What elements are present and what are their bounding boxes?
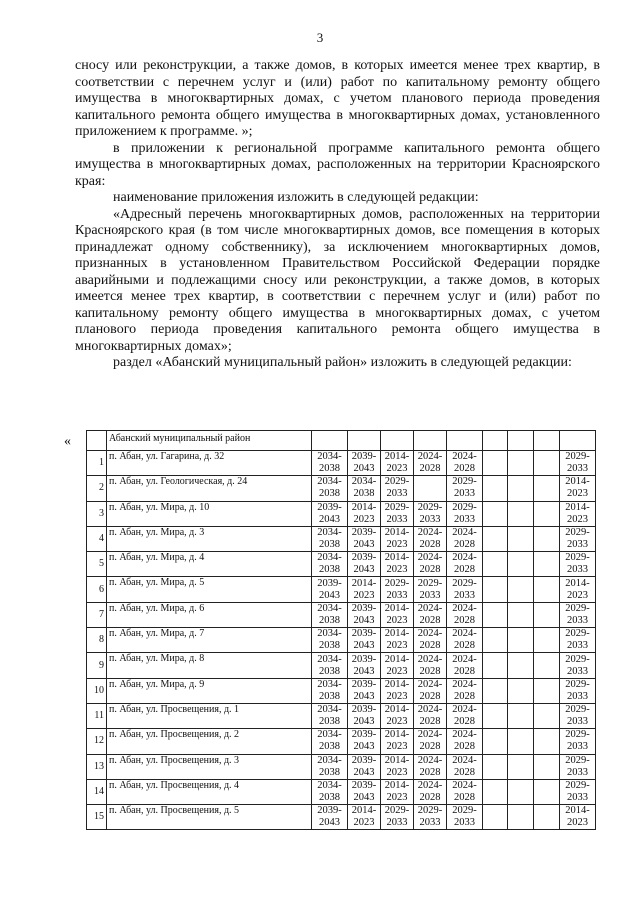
year-range-cell: 2014-2023 bbox=[560, 805, 596, 830]
year-range-cell bbox=[534, 476, 560, 501]
year-range-cell: 2029-2033 bbox=[447, 577, 483, 602]
paragraph-4: «Адресный перечень многоквартирных домов, расположенных на территории Красноярского края (в том числе многоквартирных домов, все помещения в которых принадлежат одному собственнику), за исключением многоквартирных домов, признанных в установленном Правительством Российской Федерации порядке аварийными и подлежащими сносу или реконструкции, а также домов, в которых имеется менее трех квартир, в соответствии с перечнем услуг и (или) работ по капитальному ремонту общего имущества в многоквартирных домах, с учетом планового периода проведения капитального ремонта общего имущества в многоквартирных домах»; bbox=[75, 206, 600, 354]
year-range-cell: 2039-2043 bbox=[348, 703, 381, 728]
row-number: 10 bbox=[87, 678, 107, 703]
year-range-cell: 2014-2023 bbox=[381, 754, 414, 779]
year-range-cell: 2024-2028 bbox=[414, 552, 447, 577]
year-range-cell: 2029-2033 bbox=[447, 805, 483, 830]
year-range-cell bbox=[534, 501, 560, 526]
year-range-cell: 2029-2033 bbox=[560, 703, 596, 728]
paragraph-2: в приложении к региональной программе капитального ремонта общего имущества в многоквартирных домах, расположенных на территории Красноярского края: bbox=[75, 140, 600, 189]
year-range-cell bbox=[414, 476, 447, 501]
year-range-cell: 2039-2043 bbox=[312, 805, 348, 830]
year-range-cell: 2014-2023 bbox=[381, 653, 414, 678]
year-range-cell: 2024-2028 bbox=[414, 678, 447, 703]
header-empty-cell bbox=[560, 431, 596, 451]
year-range-cell: 2029-2033 bbox=[560, 552, 596, 577]
row-address: п. Абан, ул. Мира, д. 9 bbox=[107, 678, 312, 703]
year-range-cell: 2029-2033 bbox=[414, 577, 447, 602]
table-row bbox=[87, 501, 596, 526]
paragraph-1: сносу или реконструкции, а также домов, в которых имеется менее трех квартир, в соответствии с перечнем услуг и (или) работ по капитальному ремонту общего имущества в многоквартирных домах, с учетом планового периода проведения капитального ремонта общего имущества в многоквартирных домах, установленного приложением к программе. »; bbox=[75, 58, 600, 139]
row-address: п. Абан, ул. Просвещения, д. 5 bbox=[107, 805, 312, 830]
table-row bbox=[87, 805, 596, 830]
year-range-cell bbox=[483, 779, 508, 804]
table-row bbox=[87, 729, 596, 754]
year-range-cell: 2034-2038 bbox=[312, 754, 348, 779]
year-range-cell bbox=[508, 552, 534, 577]
row-address: п. Абан, ул. Мира, д. 4 bbox=[107, 552, 312, 577]
year-range-cell: 2029-2033 bbox=[560, 779, 596, 804]
year-range-cell: 2029-2033 bbox=[381, 501, 414, 526]
year-range-cell bbox=[508, 451, 534, 476]
year-range-cell: 2039-2043 bbox=[348, 552, 381, 577]
year-range-cell: 2024-2028 bbox=[447, 653, 483, 678]
year-range-cell: 2024-2028 bbox=[414, 779, 447, 804]
table-row bbox=[87, 476, 596, 501]
row-number: 15 bbox=[87, 805, 107, 830]
year-range-cell: 2034-2038 bbox=[312, 653, 348, 678]
header-empty-cell bbox=[483, 431, 508, 451]
row-number: 13 bbox=[87, 754, 107, 779]
year-range-cell bbox=[534, 703, 560, 728]
year-range-cell: 2024-2028 bbox=[414, 729, 447, 754]
year-range-cell bbox=[508, 805, 534, 830]
row-address: п. Абан, ул. Мира, д. 8 bbox=[107, 653, 312, 678]
row-number: 5 bbox=[87, 552, 107, 577]
year-range-cell bbox=[534, 628, 560, 653]
row-address: п. Абан, ул. Мира, д. 5 bbox=[107, 577, 312, 602]
header-empty-cell bbox=[508, 431, 534, 451]
year-range-cell bbox=[483, 729, 508, 754]
year-range-cell: 2014-2023 bbox=[348, 805, 381, 830]
year-range-cell: 2029-2033 bbox=[560, 526, 596, 551]
year-range-cell: 2034-2038 bbox=[348, 476, 381, 501]
year-range-cell: 2029-2033 bbox=[447, 501, 483, 526]
year-range-cell: 2024-2028 bbox=[414, 451, 447, 476]
year-range-cell: 2014-2023 bbox=[381, 678, 414, 703]
year-range-cell: 2034-2038 bbox=[312, 602, 348, 627]
year-range-cell: 2034-2038 bbox=[312, 678, 348, 703]
year-range-cell: 2024-2028 bbox=[447, 703, 483, 728]
year-range-cell bbox=[534, 653, 560, 678]
header-num-cell bbox=[87, 431, 107, 451]
row-address: п. Абан, ул. Мира, д. 10 bbox=[107, 501, 312, 526]
year-range-cell bbox=[534, 678, 560, 703]
row-number: 3 bbox=[87, 501, 107, 526]
row-address: п. Абан, ул. Мира, д. 6 bbox=[107, 602, 312, 627]
row-address: п. Абан, ул. Геологическая, д. 24 bbox=[107, 476, 312, 501]
year-range-cell bbox=[534, 526, 560, 551]
header-empty-cell bbox=[447, 431, 483, 451]
table-row bbox=[87, 779, 596, 804]
year-range-cell: 2014-2023 bbox=[560, 476, 596, 501]
row-address: п. Абан, ул. Мира, д. 7 bbox=[107, 628, 312, 653]
year-range-cell bbox=[483, 678, 508, 703]
year-range-cell: 2039-2043 bbox=[348, 602, 381, 627]
row-address: п. Абан, ул. Гагарина, д. 32 bbox=[107, 451, 312, 476]
table-row bbox=[87, 678, 596, 703]
year-range-cell: 2014-2023 bbox=[560, 577, 596, 602]
year-range-cell bbox=[534, 729, 560, 754]
year-range-cell: 2034-2038 bbox=[312, 729, 348, 754]
header-empty-cell bbox=[348, 431, 381, 451]
row-number: 8 bbox=[87, 628, 107, 653]
row-address: п. Абан, ул. Мира, д. 3 bbox=[107, 526, 312, 551]
year-range-cell: 2029-2033 bbox=[447, 476, 483, 501]
year-range-cell: 2024-2028 bbox=[447, 754, 483, 779]
row-address: п. Абан, ул. Просвещения, д. 3 bbox=[107, 754, 312, 779]
year-range-cell: 2024-2028 bbox=[447, 678, 483, 703]
row-number: 6 bbox=[87, 577, 107, 602]
year-range-cell bbox=[534, 779, 560, 804]
year-range-cell: 2039-2043 bbox=[348, 653, 381, 678]
table-row bbox=[87, 653, 596, 678]
year-range-cell: 2029-2033 bbox=[414, 501, 447, 526]
year-range-cell: 2014-2023 bbox=[381, 451, 414, 476]
year-range-cell bbox=[483, 602, 508, 627]
year-range-cell: 2029-2033 bbox=[381, 476, 414, 501]
row-number: 14 bbox=[87, 779, 107, 804]
address-table bbox=[86, 430, 596, 830]
year-range-cell: 2029-2033 bbox=[560, 602, 596, 627]
row-number: 1 bbox=[87, 451, 107, 476]
year-range-cell: 2014-2023 bbox=[348, 501, 381, 526]
year-range-cell bbox=[508, 577, 534, 602]
year-range-cell bbox=[508, 703, 534, 728]
table-header-row bbox=[87, 431, 596, 451]
year-range-cell bbox=[483, 552, 508, 577]
year-range-cell: 2039-2043 bbox=[312, 577, 348, 602]
table-row bbox=[87, 602, 596, 627]
year-range-cell: 2024-2028 bbox=[414, 703, 447, 728]
year-range-cell: 2014-2023 bbox=[381, 729, 414, 754]
row-number: 11 bbox=[87, 703, 107, 728]
header-empty-cell bbox=[381, 431, 414, 451]
year-range-cell: 2039-2043 bbox=[348, 628, 381, 653]
year-range-cell bbox=[508, 476, 534, 501]
header-empty-cell bbox=[534, 431, 560, 451]
year-range-cell: 2029-2033 bbox=[560, 729, 596, 754]
year-range-cell: 2034-2038 bbox=[312, 526, 348, 551]
table-row bbox=[87, 628, 596, 653]
year-range-cell: 2029-2033 bbox=[560, 678, 596, 703]
year-range-cell: 2034-2038 bbox=[312, 476, 348, 501]
year-range-cell: 2039-2043 bbox=[312, 501, 348, 526]
year-range-cell bbox=[508, 526, 534, 551]
year-range-cell: 2039-2043 bbox=[348, 526, 381, 551]
page-number: 3 bbox=[316, 30, 324, 45]
table-row bbox=[87, 552, 596, 577]
year-range-cell bbox=[508, 678, 534, 703]
year-range-cell bbox=[508, 602, 534, 627]
year-range-cell: 2014-2023 bbox=[348, 577, 381, 602]
paragraph-5: раздел «Абанский муниципальный район» изложить в следующей редакции: bbox=[113, 355, 572, 370]
year-range-cell: 2024-2028 bbox=[447, 729, 483, 754]
year-range-cell: 2034-2038 bbox=[312, 451, 348, 476]
open-quote-mark: « bbox=[64, 434, 71, 449]
row-number: 9 bbox=[87, 653, 107, 678]
year-range-cell: 2014-2023 bbox=[381, 779, 414, 804]
year-range-cell: 2039-2043 bbox=[348, 678, 381, 703]
year-range-cell: 2029-2033 bbox=[560, 628, 596, 653]
year-range-cell bbox=[483, 703, 508, 728]
year-range-cell bbox=[483, 805, 508, 830]
year-range-cell: 2034-2038 bbox=[312, 779, 348, 804]
row-number: 4 bbox=[87, 526, 107, 551]
year-range-cell: 2029-2033 bbox=[381, 577, 414, 602]
year-range-cell: 2029-2033 bbox=[381, 805, 414, 830]
row-address: п. Абан, ул. Просвещения, д. 1 bbox=[107, 703, 312, 728]
year-range-cell: 2024-2028 bbox=[447, 552, 483, 577]
year-range-cell: 2024-2028 bbox=[447, 526, 483, 551]
year-range-cell: 2034-2038 bbox=[312, 703, 348, 728]
year-range-cell bbox=[534, 754, 560, 779]
year-range-cell: 2039-2043 bbox=[348, 779, 381, 804]
year-range-cell: 2029-2033 bbox=[560, 451, 596, 476]
year-range-cell: 2029-2033 bbox=[560, 754, 596, 779]
year-range-cell bbox=[508, 501, 534, 526]
header-empty-cell bbox=[312, 431, 348, 451]
year-range-cell bbox=[508, 653, 534, 678]
year-range-cell bbox=[483, 628, 508, 653]
year-range-cell bbox=[508, 754, 534, 779]
year-range-cell bbox=[483, 577, 508, 602]
year-range-cell: 2024-2028 bbox=[447, 628, 483, 653]
year-range-cell: 2014-2023 bbox=[381, 602, 414, 627]
year-range-cell bbox=[508, 729, 534, 754]
year-range-cell bbox=[483, 754, 508, 779]
row-address: п. Абан, ул. Просвещения, д. 2 bbox=[107, 729, 312, 754]
year-range-cell bbox=[483, 451, 508, 476]
year-range-cell: 2014-2023 bbox=[381, 703, 414, 728]
year-range-cell bbox=[483, 526, 508, 551]
header-empty-cell bbox=[414, 431, 447, 451]
table-row bbox=[87, 703, 596, 728]
year-range-cell: 2034-2038 bbox=[312, 552, 348, 577]
header-district-cell: Абанский муниципальный район bbox=[107, 431, 312, 451]
year-range-cell: 2039-2043 bbox=[348, 754, 381, 779]
year-range-cell: 2024-2028 bbox=[414, 754, 447, 779]
year-range-cell bbox=[508, 628, 534, 653]
year-range-cell: 2024-2028 bbox=[414, 628, 447, 653]
year-range-cell bbox=[534, 451, 560, 476]
table-row bbox=[87, 577, 596, 602]
year-range-cell bbox=[483, 653, 508, 678]
year-range-cell bbox=[534, 805, 560, 830]
year-range-cell: 2014-2023 bbox=[381, 552, 414, 577]
year-range-cell bbox=[534, 552, 560, 577]
year-range-cell: 2039-2043 bbox=[348, 451, 381, 476]
table-row bbox=[87, 451, 596, 476]
year-range-cell: 2029-2033 bbox=[414, 805, 447, 830]
document-body bbox=[75, 58, 600, 372]
year-range-cell bbox=[534, 602, 560, 627]
year-range-cell: 2034-2038 bbox=[312, 628, 348, 653]
paragraph-3: наименование приложения изложить в следующей редакции: bbox=[113, 190, 479, 205]
year-range-cell: 2014-2023 bbox=[560, 501, 596, 526]
year-range-cell: 2024-2028 bbox=[447, 602, 483, 627]
year-range-cell bbox=[483, 476, 508, 501]
row-address: п. Абан, ул. Просвещения, д. 4 bbox=[107, 779, 312, 804]
year-range-cell: 2014-2023 bbox=[381, 526, 414, 551]
year-range-cell: 2024-2028 bbox=[447, 779, 483, 804]
row-number: 12 bbox=[87, 729, 107, 754]
year-range-cell: 2014-2023 bbox=[381, 628, 414, 653]
row-number: 2 bbox=[87, 476, 107, 501]
year-range-cell bbox=[534, 577, 560, 602]
table-row bbox=[87, 754, 596, 779]
row-number: 7 bbox=[87, 602, 107, 627]
year-range-cell: 2039-2043 bbox=[348, 729, 381, 754]
year-range-cell: 2024-2028 bbox=[447, 451, 483, 476]
year-range-cell: 2024-2028 bbox=[414, 526, 447, 551]
year-range-cell: 2029-2033 bbox=[560, 653, 596, 678]
year-range-cell bbox=[508, 779, 534, 804]
year-range-cell: 2024-2028 bbox=[414, 653, 447, 678]
year-range-cell: 2024-2028 bbox=[414, 602, 447, 627]
year-range-cell bbox=[483, 501, 508, 526]
table-row bbox=[87, 526, 596, 551]
